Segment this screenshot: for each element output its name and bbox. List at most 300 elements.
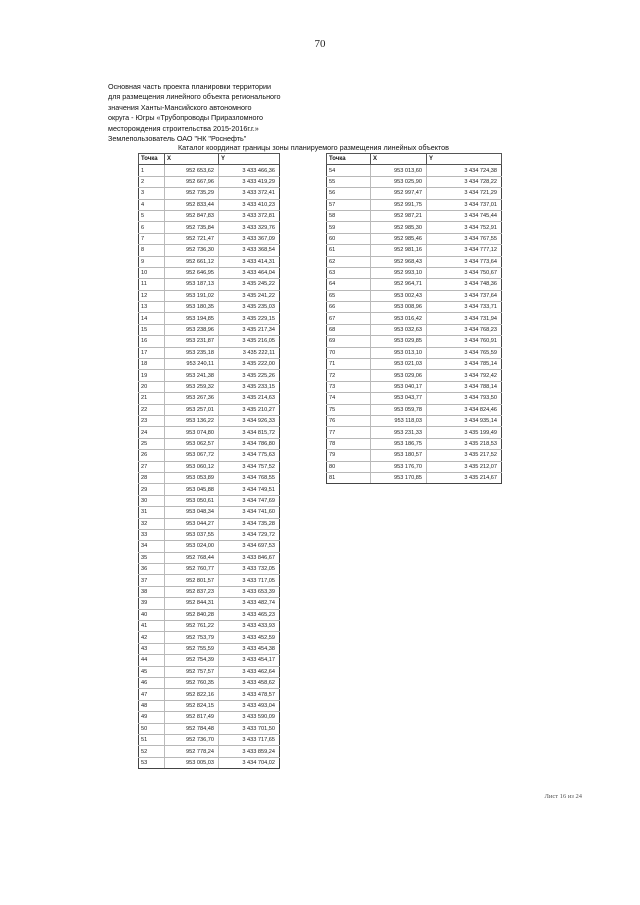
y-coordinate-cell: 3 434 745,44 bbox=[427, 210, 502, 221]
page-number: 70 bbox=[314, 38, 326, 50]
table-row bbox=[327, 176, 502, 187]
header-line: округа - Югры «Трубопроводы Приразломного bbox=[108, 113, 263, 123]
table-row bbox=[139, 507, 280, 518]
y-column-header: Y bbox=[427, 154, 502, 165]
table-row bbox=[327, 370, 502, 381]
table-row bbox=[139, 256, 280, 267]
table-row bbox=[139, 393, 280, 404]
x-coordinate-cell: 953 267,36 bbox=[165, 393, 219, 404]
y-coordinate-cell: 3 433 590,09 bbox=[219, 712, 280, 723]
table-row bbox=[139, 495, 280, 506]
point-number-cell: 57 bbox=[327, 199, 371, 210]
table-row bbox=[139, 598, 280, 609]
y-coordinate-cell: 3 433 859,24 bbox=[219, 746, 280, 757]
y-coordinate-cell: 3 433 410,23 bbox=[219, 199, 280, 210]
y-coordinate-cell: 3 433 653,39 bbox=[219, 586, 280, 597]
y-coordinate-cell: 3 434 773,64 bbox=[427, 256, 502, 267]
x-coordinate-cell: 952 840,28 bbox=[165, 609, 219, 620]
y-coordinate-cell: 3 435 233,15 bbox=[219, 381, 280, 392]
point-number-cell: 42 bbox=[139, 632, 165, 643]
table-row bbox=[327, 256, 502, 267]
x-coordinate-cell: 952 997,47 bbox=[371, 188, 427, 199]
y-coordinate-cell: 3 433 478,57 bbox=[219, 689, 280, 700]
y-coordinate-cell: 3 433 846,67 bbox=[219, 552, 280, 563]
y-coordinate-cell: 3 433 433,93 bbox=[219, 621, 280, 632]
table-row bbox=[327, 302, 502, 313]
point-number-cell: 54 bbox=[327, 165, 371, 176]
point-number-cell: 74 bbox=[327, 393, 371, 404]
point-number-cell: 1 bbox=[139, 165, 165, 176]
y-coordinate-cell: 3 433 372,41 bbox=[219, 188, 280, 199]
table-row bbox=[139, 712, 280, 723]
x-coordinate-cell: 952 817,49 bbox=[165, 712, 219, 723]
x-coordinate-cell: 952 753,79 bbox=[165, 632, 219, 643]
point-number-cell: 17 bbox=[139, 347, 165, 358]
table-row bbox=[139, 404, 280, 415]
point-number-cell: 77 bbox=[327, 427, 371, 438]
x-coordinate-cell: 952 968,43 bbox=[371, 256, 427, 267]
point-number-cell: 81 bbox=[327, 472, 371, 483]
y-coordinate-cell: 3 435 245,22 bbox=[219, 279, 280, 290]
y-coordinate-cell: 3 434 733,71 bbox=[427, 302, 502, 313]
x-coordinate-cell: 952 653,62 bbox=[165, 165, 219, 176]
table-row bbox=[139, 302, 280, 313]
x-coordinate-cell: 952 987,21 bbox=[371, 210, 427, 221]
table-row bbox=[139, 621, 280, 632]
sheet-footer: Лист 16 из 24 bbox=[544, 793, 582, 800]
y-coordinate-cell: 3 433 458,62 bbox=[219, 677, 280, 688]
point-number-cell: 35 bbox=[139, 552, 165, 563]
y-coordinate-cell: 3 434 785,14 bbox=[427, 359, 502, 370]
x-coordinate-cell: 953 231,87 bbox=[165, 336, 219, 347]
point-number-cell: 10 bbox=[139, 267, 165, 278]
y-coordinate-cell: 3 434 786,80 bbox=[219, 438, 280, 449]
y-coordinate-cell: 3 435 225,26 bbox=[219, 370, 280, 381]
point-number-cell: 29 bbox=[139, 484, 165, 495]
table-row bbox=[327, 210, 502, 221]
x-coordinate-cell: 953 005,03 bbox=[165, 757, 219, 768]
table-row bbox=[327, 222, 502, 233]
y-coordinate-cell: 3 434 757,52 bbox=[219, 461, 280, 472]
point-number-cell: 70 bbox=[327, 347, 371, 358]
y-coordinate-cell: 3 434 724,38 bbox=[427, 165, 502, 176]
x-coordinate-cell: 952 768,44 bbox=[165, 552, 219, 563]
y-coordinate-cell: 3 435 222,11 bbox=[219, 347, 280, 358]
point-number-cell: 26 bbox=[139, 450, 165, 461]
point-number-cell: 24 bbox=[139, 427, 165, 438]
table-row bbox=[139, 427, 280, 438]
point-number-cell: 79 bbox=[327, 450, 371, 461]
point-number-cell: 64 bbox=[327, 279, 371, 290]
table-row bbox=[139, 700, 280, 711]
point-number-cell: 78 bbox=[327, 438, 371, 449]
y-coordinate-cell: 3 433 414,31 bbox=[219, 256, 280, 267]
table-row bbox=[139, 746, 280, 757]
x-coordinate-cell: 953 170,85 bbox=[371, 472, 427, 483]
table-row bbox=[327, 313, 502, 324]
table-row bbox=[139, 461, 280, 472]
table-row bbox=[139, 484, 280, 495]
x-coordinate-cell: 952 755,59 bbox=[165, 643, 219, 654]
point-number-cell: 46 bbox=[139, 677, 165, 688]
point-number-cell: 39 bbox=[139, 598, 165, 609]
y-coordinate-cell: 3 434 697,53 bbox=[219, 541, 280, 552]
point-column-header: Точка bbox=[139, 154, 165, 165]
point-number-cell: 3 bbox=[139, 188, 165, 199]
table-row bbox=[139, 210, 280, 221]
point-number-cell: 72 bbox=[327, 370, 371, 381]
x-coordinate-cell: 952 735,29 bbox=[165, 188, 219, 199]
y-coordinate-cell: 3 433 329,76 bbox=[219, 222, 280, 233]
point-number-cell: 21 bbox=[139, 393, 165, 404]
x-coordinate-cell: 953 180,57 bbox=[371, 450, 427, 461]
y-coordinate-cell: 3 434 735,28 bbox=[219, 518, 280, 529]
x-coordinate-cell: 953 053,89 bbox=[165, 472, 219, 483]
x-coordinate-cell: 952 824,15 bbox=[165, 700, 219, 711]
point-number-cell: 31 bbox=[139, 507, 165, 518]
x-coordinate-cell: 952 760,77 bbox=[165, 564, 219, 575]
point-number-cell: 47 bbox=[139, 689, 165, 700]
y-coordinate-cell: 3 434 750,67 bbox=[427, 267, 502, 278]
y-coordinate-cell: 3 434 752,91 bbox=[427, 222, 502, 233]
x-coordinate-cell: 952 833,44 bbox=[165, 199, 219, 210]
table-row bbox=[327, 427, 502, 438]
x-column-header: X bbox=[371, 154, 427, 165]
table-row bbox=[139, 233, 280, 244]
x-coordinate-cell: 952 985,30 bbox=[371, 222, 427, 233]
x-coordinate-cell: 952 721,47 bbox=[165, 233, 219, 244]
table-row bbox=[139, 575, 280, 586]
point-number-cell: 56 bbox=[327, 188, 371, 199]
y-coordinate-cell: 3 434 926,33 bbox=[219, 415, 280, 426]
point-number-cell: 27 bbox=[139, 461, 165, 472]
table-row bbox=[139, 370, 280, 381]
y-coordinate-cell: 3 433 464,04 bbox=[219, 267, 280, 278]
y-coordinate-cell: 3 434 824,46 bbox=[427, 404, 502, 415]
x-coordinate-cell: 952 837,23 bbox=[165, 586, 219, 597]
x-coordinate-cell: 952 754,39 bbox=[165, 655, 219, 666]
table-row bbox=[327, 404, 502, 415]
point-number-cell: 75 bbox=[327, 404, 371, 415]
x-coordinate-cell: 953 048,34 bbox=[165, 507, 219, 518]
y-coordinate-cell: 3 435 241,22 bbox=[219, 290, 280, 301]
x-coordinate-cell: 953 240,11 bbox=[165, 359, 219, 370]
point-number-cell: 36 bbox=[139, 564, 165, 575]
table-row bbox=[139, 609, 280, 620]
x-coordinate-cell: 952 757,57 bbox=[165, 666, 219, 677]
table-row bbox=[327, 461, 502, 472]
x-coordinate-cell: 952 847,83 bbox=[165, 210, 219, 221]
table-row bbox=[327, 199, 502, 210]
y-coordinate-cell: 3 434 731,94 bbox=[427, 313, 502, 324]
y-coordinate-cell: 3 435 222,00 bbox=[219, 359, 280, 370]
point-number-cell: 22 bbox=[139, 404, 165, 415]
x-coordinate-cell: 953 235,18 bbox=[165, 347, 219, 358]
x-coordinate-cell: 953 238,96 bbox=[165, 324, 219, 335]
point-number-cell: 51 bbox=[139, 734, 165, 745]
y-coordinate-cell: 3 434 749,51 bbox=[219, 484, 280, 495]
point-number-cell: 33 bbox=[139, 529, 165, 540]
y-coordinate-cell: 3 434 767,55 bbox=[427, 233, 502, 244]
point-number-cell: 8 bbox=[139, 245, 165, 256]
table-row bbox=[139, 279, 280, 290]
y-coordinate-cell: 3 434 704,02 bbox=[219, 757, 280, 768]
header-line: Землепользователь ОАО "НК "Роснефть" bbox=[108, 134, 247, 144]
y-coordinate-cell: 3 435 214,67 bbox=[427, 472, 502, 483]
point-number-cell: 18 bbox=[139, 359, 165, 370]
table-row bbox=[139, 176, 280, 187]
x-coordinate-cell: 953 029,85 bbox=[371, 336, 427, 347]
table-row bbox=[139, 643, 280, 654]
x-coordinate-cell: 953 016,42 bbox=[371, 313, 427, 324]
y-coordinate-cell: 3 433 368,54 bbox=[219, 245, 280, 256]
table-row bbox=[139, 655, 280, 666]
x-coordinate-cell: 953 024,00 bbox=[165, 541, 219, 552]
table-header-row bbox=[327, 154, 502, 165]
table-row bbox=[139, 188, 280, 199]
point-number-cell: 32 bbox=[139, 518, 165, 529]
table-row bbox=[327, 347, 502, 358]
y-coordinate-cell: 3 435 210,27 bbox=[219, 404, 280, 415]
x-coordinate-cell: 952 844,31 bbox=[165, 598, 219, 609]
x-coordinate-cell: 952 778,24 bbox=[165, 746, 219, 757]
point-number-cell: 59 bbox=[327, 222, 371, 233]
table-row bbox=[139, 165, 280, 176]
table-row bbox=[139, 290, 280, 301]
table-row bbox=[139, 734, 280, 745]
x-coordinate-cell: 953 037,55 bbox=[165, 529, 219, 540]
point-number-cell: 5 bbox=[139, 210, 165, 221]
point-number-cell: 41 bbox=[139, 621, 165, 632]
y-coordinate-cell: 3 433 732,05 bbox=[219, 564, 280, 575]
x-coordinate-cell: 953 060,12 bbox=[165, 461, 219, 472]
point-number-cell: 52 bbox=[139, 746, 165, 757]
y-coordinate-cell: 3 433 717,65 bbox=[219, 734, 280, 745]
y-coordinate-cell: 3 433 452,59 bbox=[219, 632, 280, 643]
table-row bbox=[327, 438, 502, 449]
point-number-cell: 55 bbox=[327, 176, 371, 187]
y-coordinate-cell: 3 434 775,63 bbox=[219, 450, 280, 461]
point-number-cell: 44 bbox=[139, 655, 165, 666]
table-row bbox=[139, 518, 280, 529]
x-coordinate-cell: 953 176,70 bbox=[371, 461, 427, 472]
table-row bbox=[139, 381, 280, 392]
x-coordinate-cell: 953 032,63 bbox=[371, 324, 427, 335]
y-coordinate-cell: 3 434 935,14 bbox=[427, 415, 502, 426]
table-row bbox=[139, 415, 280, 426]
x-coordinate-cell: 952 736,30 bbox=[165, 245, 219, 256]
table-row bbox=[327, 393, 502, 404]
y-coordinate-cell: 3 434 760,91 bbox=[427, 336, 502, 347]
table-row bbox=[139, 632, 280, 643]
x-coordinate-cell: 953 013,60 bbox=[371, 165, 427, 176]
y-coordinate-cell: 3 434 737,64 bbox=[427, 290, 502, 301]
x-coordinate-cell: 953 029,06 bbox=[371, 370, 427, 381]
x-coordinate-cell: 953 062,57 bbox=[165, 438, 219, 449]
table-row bbox=[139, 666, 280, 677]
point-number-cell: 19 bbox=[139, 370, 165, 381]
point-number-cell: 15 bbox=[139, 324, 165, 335]
point-number-cell: 13 bbox=[139, 302, 165, 313]
table-row bbox=[327, 233, 502, 244]
x-coordinate-cell: 953 186,75 bbox=[371, 438, 427, 449]
point-number-cell: 9 bbox=[139, 256, 165, 267]
x-coordinate-cell: 953 259,32 bbox=[165, 381, 219, 392]
x-coordinate-cell: 952 985,46 bbox=[371, 233, 427, 244]
y-coordinate-cell: 3 434 793,50 bbox=[427, 393, 502, 404]
y-coordinate-cell: 3 435 214,63 bbox=[219, 393, 280, 404]
y-coordinate-cell: 3 434 788,14 bbox=[427, 381, 502, 392]
table-row bbox=[327, 267, 502, 278]
y-coordinate-cell: 3 434 815,72 bbox=[219, 427, 280, 438]
point-number-cell: 40 bbox=[139, 609, 165, 620]
y-coordinate-cell: 3 434 729,72 bbox=[219, 529, 280, 540]
point-number-cell: 16 bbox=[139, 336, 165, 347]
x-coordinate-cell: 953 180,35 bbox=[165, 302, 219, 313]
y-coordinate-cell: 3 435 235,03 bbox=[219, 302, 280, 313]
table-row bbox=[139, 723, 280, 734]
y-coordinate-cell: 3 434 747,69 bbox=[219, 495, 280, 506]
point-number-cell: 7 bbox=[139, 233, 165, 244]
table-row bbox=[139, 336, 280, 347]
y-coordinate-cell: 3 434 728,22 bbox=[427, 176, 502, 187]
table-row bbox=[327, 245, 502, 256]
table-row bbox=[327, 359, 502, 370]
y-coordinate-cell: 3 433 466,36 bbox=[219, 165, 280, 176]
table-row bbox=[139, 541, 280, 552]
table-row bbox=[139, 586, 280, 597]
y-coordinate-cell: 3 433 493,04 bbox=[219, 700, 280, 711]
coordinates-table-right bbox=[326, 153, 502, 484]
table-header-row bbox=[139, 154, 280, 165]
table-row bbox=[327, 336, 502, 347]
table-row bbox=[327, 450, 502, 461]
y-coordinate-cell: 3 434 777,12 bbox=[427, 245, 502, 256]
point-number-cell: 6 bbox=[139, 222, 165, 233]
x-coordinate-cell: 953 002,43 bbox=[371, 290, 427, 301]
table-row bbox=[139, 564, 280, 575]
x-coordinate-cell: 953 044,27 bbox=[165, 518, 219, 529]
table-row bbox=[327, 472, 502, 483]
x-coordinate-cell: 953 050,61 bbox=[165, 495, 219, 506]
x-coordinate-cell: 953 187,13 bbox=[165, 279, 219, 290]
table-row bbox=[139, 222, 280, 233]
table-row bbox=[139, 472, 280, 483]
point-number-cell: 11 bbox=[139, 279, 165, 290]
x-coordinate-cell: 952 661,12 bbox=[165, 256, 219, 267]
table-row bbox=[327, 165, 502, 176]
point-number-cell: 66 bbox=[327, 302, 371, 313]
x-coordinate-cell: 952 981,16 bbox=[371, 245, 427, 256]
point-number-cell: 65 bbox=[327, 290, 371, 301]
header-line: значения Ханты-Мансийского автономного bbox=[108, 102, 252, 112]
x-coordinate-cell: 952 964,71 bbox=[371, 279, 427, 290]
y-coordinate-cell: 3 434 737,01 bbox=[427, 199, 502, 210]
point-number-cell: 25 bbox=[139, 438, 165, 449]
x-coordinate-cell: 953 074,80 bbox=[165, 427, 219, 438]
point-number-cell: 53 bbox=[139, 757, 165, 768]
header-line: для размещения линейного объекта регионального bbox=[108, 92, 281, 102]
y-coordinate-cell: 3 433 701,50 bbox=[219, 723, 280, 734]
x-coordinate-cell: 953 040,17 bbox=[371, 381, 427, 392]
y-coordinate-cell: 3 433 717,05 bbox=[219, 575, 280, 586]
y-coordinate-cell: 3 434 792,42 bbox=[427, 370, 502, 381]
point-number-cell: 80 bbox=[327, 461, 371, 472]
y-coordinate-cell: 3 435 212,07 bbox=[427, 461, 502, 472]
x-coordinate-cell: 953 021,03 bbox=[371, 359, 427, 370]
document-header bbox=[108, 82, 368, 144]
x-coordinate-cell: 953 067,72 bbox=[165, 450, 219, 461]
header-line: Основная часть проекта планировки территории bbox=[108, 82, 271, 91]
table-row bbox=[139, 313, 280, 324]
point-column-header: Точка bbox=[327, 154, 371, 165]
point-number-cell: 12 bbox=[139, 290, 165, 301]
point-number-cell: 73 bbox=[327, 381, 371, 392]
table-row bbox=[139, 677, 280, 688]
point-number-cell: 23 bbox=[139, 415, 165, 426]
point-number-cell: 20 bbox=[139, 381, 165, 392]
x-coordinate-cell: 952 735,84 bbox=[165, 222, 219, 233]
y-coordinate-cell: 3 435 199,49 bbox=[427, 427, 502, 438]
table-row bbox=[139, 529, 280, 540]
table-row bbox=[327, 279, 502, 290]
table-caption: Каталог координат границы зоны планируемого размещения линейных объектов bbox=[178, 143, 449, 152]
table-row bbox=[139, 757, 280, 768]
y-coordinate-cell: 3 433 367,09 bbox=[219, 233, 280, 244]
table-row bbox=[139, 689, 280, 700]
table-row bbox=[327, 188, 502, 199]
x-coordinate-cell: 953 008,96 bbox=[371, 302, 427, 313]
point-number-cell: 37 bbox=[139, 575, 165, 586]
y-coordinate-cell: 3 433 454,17 bbox=[219, 655, 280, 666]
y-coordinate-cell: 3 434 721,29 bbox=[427, 188, 502, 199]
y-coordinate-cell: 3 433 372,81 bbox=[219, 210, 280, 221]
x-coordinate-cell: 953 118,03 bbox=[371, 415, 427, 426]
x-coordinate-cell: 953 025,90 bbox=[371, 176, 427, 187]
point-number-cell: 45 bbox=[139, 666, 165, 677]
x-coordinate-cell: 953 191,02 bbox=[165, 290, 219, 301]
point-number-cell: 71 bbox=[327, 359, 371, 370]
y-coordinate-cell: 3 435 216,05 bbox=[219, 336, 280, 347]
point-number-cell: 76 bbox=[327, 415, 371, 426]
table-row bbox=[327, 290, 502, 301]
table-row bbox=[139, 359, 280, 370]
x-coordinate-cell: 953 043,77 bbox=[371, 393, 427, 404]
y-coordinate-cell: 3 434 768,55 bbox=[219, 472, 280, 483]
y-coordinate-cell: 3 434 741,60 bbox=[219, 507, 280, 518]
table-row bbox=[139, 552, 280, 563]
x-coordinate-cell: 953 059,78 bbox=[371, 404, 427, 415]
y-coordinate-cell: 3 435 217,52 bbox=[427, 450, 502, 461]
table-row bbox=[139, 438, 280, 449]
point-number-cell: 50 bbox=[139, 723, 165, 734]
x-coordinate-cell: 952 760,35 bbox=[165, 677, 219, 688]
y-coordinate-cell: 3 433 482,74 bbox=[219, 598, 280, 609]
header-line: месторождения строительства 2015-2016г.г.» bbox=[108, 123, 259, 133]
table-row bbox=[139, 267, 280, 278]
x-coordinate-cell: 952 646,95 bbox=[165, 267, 219, 278]
y-coordinate-cell: 3 433 419,29 bbox=[219, 176, 280, 187]
x-coordinate-cell: 953 136,22 bbox=[165, 415, 219, 426]
point-number-cell: 4 bbox=[139, 199, 165, 210]
point-number-cell: 69 bbox=[327, 336, 371, 347]
point-number-cell: 49 bbox=[139, 712, 165, 723]
y-column-header: Y bbox=[219, 154, 280, 165]
x-coordinate-cell: 953 257,01 bbox=[165, 404, 219, 415]
x-coordinate-cell: 953 013,10 bbox=[371, 347, 427, 358]
y-coordinate-cell: 3 434 765,59 bbox=[427, 347, 502, 358]
x-coordinate-cell: 952 822,16 bbox=[165, 689, 219, 700]
